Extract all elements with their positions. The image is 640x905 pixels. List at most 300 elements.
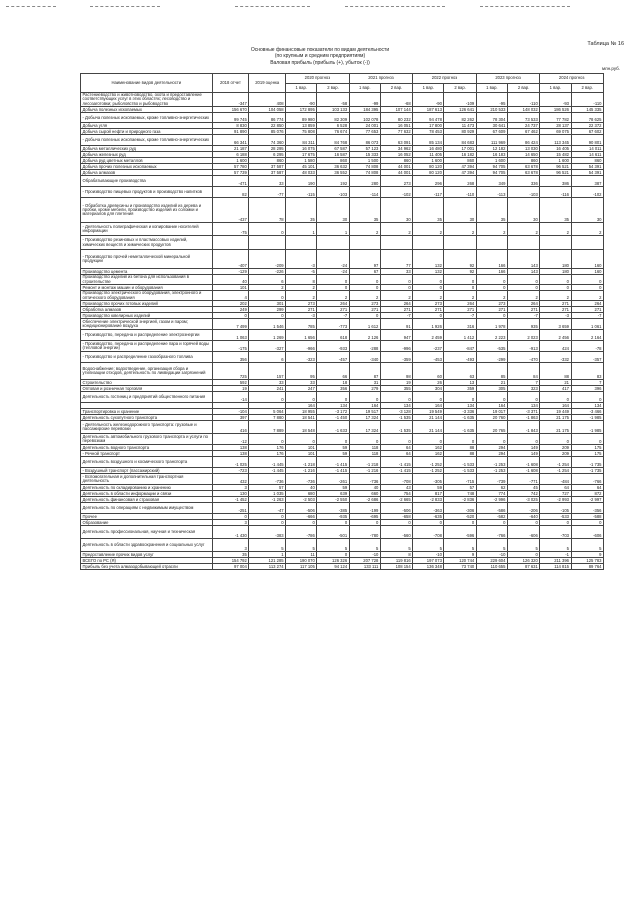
value-cell: 2 bbox=[444, 223, 476, 236]
value-cell: -206 bbox=[507, 503, 539, 514]
value-cell: -104 bbox=[212, 409, 249, 415]
value-cell: -10 bbox=[413, 552, 444, 558]
row-label: Водоснабжение; водоотведение, организация сбора и утилизации отходов, деятельность по ликвидации загрязнений bbox=[81, 363, 213, 380]
value-cell: 33 bbox=[249, 380, 286, 386]
table-row bbox=[81, 187, 604, 198]
value-cell: 54 391 bbox=[571, 170, 603, 176]
value-cell: 280 bbox=[349, 176, 380, 187]
value-cell: 66 341 bbox=[212, 135, 249, 146]
value-cell: 101 bbox=[212, 285, 249, 291]
value-cell: 0 bbox=[349, 313, 380, 319]
value-cell: 90 801 bbox=[571, 135, 603, 146]
value-cell: -2 836 bbox=[444, 497, 476, 503]
value-cell: 271 bbox=[540, 307, 571, 313]
value-cell: 132 bbox=[413, 250, 444, 269]
value-cell: -766 bbox=[571, 474, 603, 485]
value-cell: 0 bbox=[413, 434, 444, 445]
value-cell: 26 bbox=[413, 380, 444, 386]
row-label: - Производство пищевых продуктов и производство напитков bbox=[81, 187, 213, 198]
value-cell: 180 bbox=[540, 269, 571, 275]
value-cell: -102 bbox=[571, 187, 603, 198]
value-cell: 45 bbox=[507, 485, 539, 491]
value-cell: 2 bbox=[507, 291, 539, 301]
value-cell: 175 bbox=[571, 451, 603, 457]
value-cell: 164 bbox=[286, 403, 317, 409]
value-cell: 172 895 bbox=[286, 107, 317, 113]
row-label: Деятельность сухопутного транспорта bbox=[81, 415, 213, 421]
value-cell: 2 459 bbox=[413, 330, 444, 341]
value-cell: 94 478 bbox=[413, 113, 444, 123]
value-cell: -3 128 bbox=[380, 409, 412, 415]
value-cell: 87 bbox=[349, 363, 380, 380]
value-cell: 89 764 bbox=[571, 564, 603, 570]
value-cell: 1 bbox=[286, 223, 317, 236]
value-cell: -1 430 bbox=[212, 526, 249, 539]
value-cell: 8 830 bbox=[212, 123, 249, 129]
value-cell: -299 bbox=[476, 352, 507, 363]
value-cell: -3 bbox=[540, 313, 571, 319]
value-cell: 5 bbox=[317, 539, 349, 552]
value-cell: 0 bbox=[212, 313, 249, 319]
value-cell: 0 bbox=[571, 392, 603, 403]
table-row bbox=[81, 564, 604, 570]
value-cell: 5 bbox=[540, 539, 571, 552]
value-cell: 35 bbox=[413, 198, 444, 223]
value-cell: 134 bbox=[571, 403, 603, 409]
value-cell: 1 063 bbox=[212, 330, 249, 341]
value-cell: 1 061 bbox=[571, 319, 603, 330]
value-cell: 21 bbox=[540, 380, 571, 386]
value-cell: -407 bbox=[212, 250, 249, 269]
value-cell: 13 030 bbox=[507, 146, 539, 152]
value-cell: 31 bbox=[349, 380, 380, 386]
value-cell: 0 bbox=[571, 285, 603, 291]
value-cell: 87 631 bbox=[507, 564, 539, 570]
value-cell: 176 bbox=[249, 451, 286, 457]
value-cell: 157 bbox=[249, 363, 286, 380]
top-dash-4 bbox=[345, 6, 445, 8]
value-cell: 785 bbox=[286, 319, 317, 330]
value-cell: -105 bbox=[540, 503, 571, 514]
value-cell: 0 bbox=[249, 520, 286, 526]
value-cell: 264 bbox=[507, 301, 539, 307]
value-cell: 30 bbox=[317, 198, 349, 223]
value-cell: 0 bbox=[249, 434, 286, 445]
value-cell: 33 bbox=[249, 176, 286, 187]
value-cell: -251 bbox=[212, 503, 249, 514]
value-cell: 0 bbox=[476, 275, 507, 285]
value-cell: 271 bbox=[349, 307, 380, 313]
header-variant-2: 2 вар. bbox=[444, 84, 476, 93]
value-cell: -1 450 bbox=[317, 415, 349, 421]
top-dash-3 bbox=[235, 6, 310, 8]
header-2024: 2024 прогноз bbox=[540, 74, 604, 84]
row-label: - Производство, передача и распределение электроэнергии bbox=[81, 330, 213, 341]
header-2023: 2023 прогноз bbox=[476, 74, 540, 84]
value-cell: 143 bbox=[507, 269, 539, 275]
value-cell: 202 bbox=[212, 301, 249, 307]
value-cell: -7 bbox=[444, 313, 476, 319]
value-cell: 24 001 bbox=[349, 123, 380, 129]
value-cell: 0 bbox=[540, 434, 571, 445]
value-cell: 271 bbox=[380, 307, 412, 313]
value-cell: 21 187 bbox=[212, 146, 249, 152]
value-cell: 0 bbox=[249, 291, 286, 301]
value-cell bbox=[317, 236, 349, 250]
value-cell: 17 324 bbox=[349, 421, 380, 434]
value-cell: 111 969 bbox=[476, 135, 507, 146]
value-cell: -457 bbox=[317, 352, 349, 363]
value-cell: -332 bbox=[540, 352, 571, 363]
value-cell: 0 bbox=[249, 392, 286, 403]
value-cell: -1 bbox=[540, 552, 571, 558]
value-cell: 78 bbox=[249, 198, 286, 223]
value-cell: 0 bbox=[349, 392, 380, 403]
value-cell: 57 739 bbox=[212, 170, 249, 176]
value-cell: 113 345 bbox=[540, 135, 571, 146]
value-cell: 94 705 bbox=[476, 164, 507, 170]
row-label: Производство изделий из бетона для использования в строительстве bbox=[81, 275, 213, 285]
value-cell: 67 609 bbox=[476, 129, 507, 135]
value-cell: -1 608 bbox=[507, 468, 539, 474]
value-cell: -323 bbox=[286, 352, 317, 363]
value-cell: 18 548 bbox=[286, 421, 317, 434]
value-cell: -1 253 bbox=[476, 457, 507, 468]
value-cell: 69 075 bbox=[540, 129, 571, 135]
table-body bbox=[81, 93, 604, 570]
value-cell: -363 bbox=[413, 503, 444, 514]
value-cell: 359 bbox=[444, 386, 476, 392]
value-cell: 62 bbox=[476, 485, 507, 491]
value-cell: -1 253 bbox=[476, 468, 507, 474]
value-cell: 103 133 bbox=[317, 107, 349, 113]
value-cell: 273 bbox=[380, 176, 412, 187]
value-cell: 88 bbox=[540, 363, 571, 380]
value-cell: -766 bbox=[476, 526, 507, 539]
table-row bbox=[81, 113, 604, 123]
value-cell: -1 633 bbox=[317, 421, 349, 434]
value-cell: 947 bbox=[380, 330, 412, 341]
title-line-3: Валовая прибыль (прибыль (+), убыток (-)) bbox=[270, 59, 370, 66]
value-cell: 0 bbox=[444, 434, 476, 445]
value-cell: 20 765 bbox=[476, 421, 507, 434]
value-cell: 355 bbox=[380, 386, 412, 392]
value-cell: -7 bbox=[571, 313, 603, 319]
value-cell: 78 625 bbox=[571, 113, 603, 123]
value-cell: 36 632 bbox=[317, 164, 349, 170]
value-cell: -2 686 bbox=[349, 497, 380, 503]
value-cell bbox=[476, 236, 507, 250]
value-cell: 1 035 bbox=[249, 491, 286, 497]
value-cell: 73 740 bbox=[444, 564, 476, 570]
value-cell: 2 456 bbox=[540, 330, 571, 341]
value-cell: 0 bbox=[317, 520, 349, 526]
value-cell: 2 bbox=[540, 291, 571, 301]
row-label: Обрабатывающие производства bbox=[81, 176, 213, 187]
value-cell: 184 395 bbox=[349, 107, 380, 113]
value-cell: -3 025 bbox=[507, 497, 539, 503]
value-cell: 108 154 bbox=[380, 564, 412, 570]
value-cell: 6 295 bbox=[249, 152, 286, 158]
value-cell bbox=[571, 236, 603, 250]
value-cell: 54 391 bbox=[571, 164, 603, 170]
value-cell: 0 bbox=[476, 392, 507, 403]
value-cell: -723 bbox=[212, 468, 249, 474]
value-cell: 299 bbox=[249, 307, 286, 313]
value-cell: -306 bbox=[444, 503, 476, 514]
value-cell: 271 bbox=[413, 307, 444, 313]
value-cell: -695 bbox=[349, 514, 380, 520]
value-cell: -2 833 bbox=[413, 497, 444, 503]
value-cell: 386 bbox=[540, 176, 571, 187]
value-cell: -1 535 bbox=[380, 415, 412, 421]
value-cell: 166 bbox=[476, 269, 507, 275]
value-cell: -739 bbox=[476, 474, 507, 485]
value-cell: 7 bbox=[571, 380, 603, 386]
value-cell: 0 bbox=[286, 434, 317, 445]
value-cell: 187 613 bbox=[413, 107, 444, 113]
header-variant-1: 1 вар. bbox=[476, 84, 507, 93]
row-label: Производство прочих готовых изделий bbox=[81, 301, 213, 307]
value-cell: -2 996 bbox=[476, 497, 507, 503]
value-cell: 273 bbox=[286, 301, 317, 307]
value-cell: 271 bbox=[286, 307, 317, 313]
value-cell: 323 bbox=[507, 386, 539, 392]
value-cell: 210 533 bbox=[476, 107, 507, 113]
row-label: Добыча полезных ископаемых bbox=[81, 107, 213, 113]
value-cell: 5 bbox=[507, 539, 539, 552]
value-cell: 2 bbox=[286, 291, 317, 301]
table-row bbox=[81, 135, 604, 146]
row-label: Добыча угля bbox=[81, 123, 213, 129]
row-label: - Речной транспорт bbox=[81, 451, 213, 457]
value-cell: 397 bbox=[212, 415, 249, 421]
value-cell: 754 bbox=[380, 491, 412, 497]
table-row bbox=[81, 176, 604, 187]
value-cell: 860 bbox=[380, 158, 412, 164]
value-cell: 19 449 bbox=[540, 409, 571, 415]
row-label: Деятельность по складированию и хранению bbox=[81, 485, 213, 491]
value-cell: -1 415 bbox=[380, 457, 412, 468]
row-label: - Обработка древесины и производство изделий из дерева и пробки, кроме мебели, производство изделий из соломки и материалов для плетения bbox=[81, 198, 213, 223]
value-cell: 154 792 bbox=[212, 558, 249, 564]
value-cell: 120 744 bbox=[444, 558, 476, 564]
value-cell: 229 604 bbox=[476, 558, 507, 564]
value-cell: 78 304 bbox=[476, 113, 507, 123]
value-cell: 22 850 bbox=[249, 123, 286, 129]
value-cell: 134 bbox=[317, 403, 349, 409]
value-cell: 16 051 bbox=[380, 123, 412, 129]
row-label: Деятельность водного транспорта bbox=[81, 445, 213, 451]
value-cell: 101 bbox=[286, 451, 317, 457]
value-cell: -359 bbox=[380, 352, 412, 363]
value-cell: 59 bbox=[413, 485, 444, 491]
value-cell: -1 863 bbox=[507, 415, 539, 421]
value-cell: 21 144 bbox=[413, 415, 444, 421]
value-cell: -116 bbox=[540, 187, 571, 198]
value-cell: 67 bbox=[349, 269, 380, 275]
value-cell: -1 216 bbox=[286, 468, 317, 474]
value-cell: 57 bbox=[444, 485, 476, 491]
value-cell: -383 bbox=[249, 526, 286, 539]
value-cell: 0 bbox=[413, 392, 444, 403]
value-cell: 860 bbox=[507, 158, 539, 164]
row-label: - Деятельность полиграфическая и копирование носителей информации bbox=[81, 223, 213, 236]
value-cell: -1 608 bbox=[507, 457, 539, 468]
value-cell: -47 bbox=[249, 503, 286, 514]
table-row bbox=[81, 421, 604, 434]
value-cell: 138 bbox=[212, 451, 249, 457]
value-cell: 0 bbox=[413, 275, 444, 285]
row-label: - Деятельность железнодорожного транспорта: грузовые и пассажирские перевозки bbox=[81, 421, 213, 434]
value-cell: -1 452 bbox=[212, 497, 249, 503]
value-cell: -2 550 bbox=[317, 497, 349, 503]
value-cell: 143 bbox=[507, 250, 539, 269]
header-variant-1: 1 вар. bbox=[413, 84, 444, 93]
value-cell: 2 bbox=[317, 291, 349, 301]
value-cell: 0 bbox=[444, 285, 476, 291]
value-cell: -935 bbox=[317, 514, 349, 520]
value-cell: -635 bbox=[413, 514, 444, 520]
value-cell: 249 bbox=[212, 307, 249, 313]
value-cell: 40 bbox=[349, 485, 380, 491]
value-cell: 2 bbox=[380, 223, 412, 236]
value-cell: 5 bbox=[380, 539, 412, 552]
header-variant-1: 1 вар. bbox=[286, 84, 317, 93]
table-row bbox=[81, 93, 604, 107]
value-cell: 0 bbox=[349, 520, 380, 526]
value-cell: 264 bbox=[444, 301, 476, 307]
value-cell: 935 bbox=[507, 319, 539, 330]
value-cell: 1 600 bbox=[413, 158, 444, 164]
value-cell: 37 587 bbox=[249, 170, 286, 176]
value-cell: 0 bbox=[507, 552, 539, 558]
value-cell: -1 415 bbox=[380, 468, 412, 474]
value-cell: 80 232 bbox=[380, 113, 412, 123]
value-cell: -356 bbox=[571, 503, 603, 514]
value-cell: 0 bbox=[317, 285, 349, 291]
table-row bbox=[81, 341, 604, 352]
value-cell: 148 032 bbox=[507, 107, 539, 113]
value-cell: -340 bbox=[349, 352, 380, 363]
row-label: Образование bbox=[81, 520, 213, 526]
value-cell: 64 bbox=[571, 485, 603, 491]
header-variant-2: 2 вар. bbox=[571, 84, 603, 93]
value-cell: 15 333 bbox=[349, 152, 380, 158]
value-cell: 18 955 bbox=[286, 409, 317, 415]
value-cell: 134 bbox=[507, 403, 539, 409]
value-cell: 264 bbox=[380, 301, 412, 307]
value-cell: 57 780 bbox=[212, 164, 249, 170]
title-line-2: (по крупным и средним предприятиям) bbox=[274, 53, 366, 60]
value-cell: 860 bbox=[571, 158, 603, 164]
value-cell: 67 602 bbox=[571, 129, 603, 135]
value-cell: -24 bbox=[317, 250, 349, 269]
value-cell: 5 bbox=[571, 539, 603, 552]
value-cell: 7 889 bbox=[249, 421, 286, 434]
header-2018: 2018 отчет bbox=[212, 74, 249, 93]
row-label: Производство электрического оборудования, электронного и оптического оборудования bbox=[81, 291, 213, 301]
value-cell: 63 bbox=[444, 363, 476, 380]
value-cell: 138 bbox=[212, 445, 249, 451]
value-cell: 145 335 bbox=[571, 107, 603, 113]
value-cell: 2 bbox=[476, 223, 507, 236]
value-cell: -209 bbox=[249, 250, 286, 269]
row-label: - Производство резиновых и пластмассовых изделий, химических веществ и химических продуктов bbox=[81, 236, 213, 250]
header-row-years bbox=[81, 74, 604, 84]
table-row bbox=[81, 497, 604, 503]
value-cell: 77 bbox=[380, 250, 412, 269]
value-cell: 59 bbox=[317, 451, 349, 457]
value-cell: -1 025 bbox=[212, 457, 249, 468]
header-variant-2: 2 вар. bbox=[380, 84, 412, 93]
value-cell bbox=[413, 236, 444, 250]
value-cell: -3 bbox=[286, 250, 317, 269]
value-cell: 271 bbox=[540, 301, 571, 307]
value-cell: 872 bbox=[571, 491, 603, 497]
value-cell: -1 252 bbox=[413, 457, 444, 468]
value-cell bbox=[507, 236, 539, 250]
value-cell: -708 bbox=[380, 474, 412, 485]
row-label: Деятельность в области информации и связи bbox=[81, 491, 213, 497]
value-cell: 0 bbox=[380, 520, 412, 526]
value-cell: 166 bbox=[476, 250, 507, 269]
value-cell: 15 482 bbox=[540, 152, 571, 158]
value-cell: -484 bbox=[540, 474, 571, 485]
value-cell bbox=[444, 236, 476, 250]
value-cell: 680 bbox=[286, 491, 317, 497]
value-cell: 0 bbox=[444, 392, 476, 403]
value-cell: -24 bbox=[317, 269, 349, 275]
value-cell bbox=[286, 236, 317, 250]
row-label: Транспортировка и хранение bbox=[81, 409, 213, 415]
value-cell: 8 bbox=[286, 275, 317, 285]
value-cell: 17 800 bbox=[413, 123, 444, 129]
value-cell: 1 bbox=[317, 223, 349, 236]
value-cell: 84 311 bbox=[286, 135, 317, 146]
row-label: Добыча металлических руд bbox=[81, 146, 213, 152]
value-cell: -606 bbox=[507, 526, 539, 539]
table-row bbox=[81, 468, 604, 474]
value-cell: -966 bbox=[286, 341, 317, 352]
value-cell: 80 120 bbox=[413, 170, 444, 176]
value-cell: -470 bbox=[507, 352, 539, 363]
value-cell: 211 396 bbox=[540, 558, 571, 564]
value-cell: 273 bbox=[349, 301, 380, 307]
value-cell: -7 bbox=[380, 313, 412, 319]
value-cell: 1 546 bbox=[249, 319, 286, 330]
table-row bbox=[81, 363, 604, 380]
value-cell: 742 bbox=[507, 491, 539, 497]
row-label: Производство цемента bbox=[81, 269, 213, 275]
value-cell: -129 bbox=[212, 269, 249, 275]
value-cell: -226 bbox=[249, 269, 286, 275]
value-cell: 82 262 bbox=[444, 113, 476, 123]
value-cell: 164 bbox=[476, 403, 507, 409]
value-cell: 64 bbox=[380, 451, 412, 457]
value-cell: -560 bbox=[380, 526, 412, 539]
value-cell: 301 bbox=[249, 301, 286, 307]
value-cell: 37 587 bbox=[249, 164, 286, 170]
value-cell: 2 023 bbox=[507, 330, 539, 341]
value-cell: 2 bbox=[413, 223, 444, 236]
value-cell: 21 175 bbox=[540, 421, 571, 434]
value-cell: 336 bbox=[507, 176, 539, 187]
row-label: - Добыча полезных ископаемых, кроме топливно-энергетических bbox=[81, 113, 213, 123]
value-cell: 91 890 bbox=[212, 129, 249, 135]
value-cell: -90 bbox=[413, 93, 444, 107]
value-cell: 1 656 bbox=[286, 330, 317, 341]
